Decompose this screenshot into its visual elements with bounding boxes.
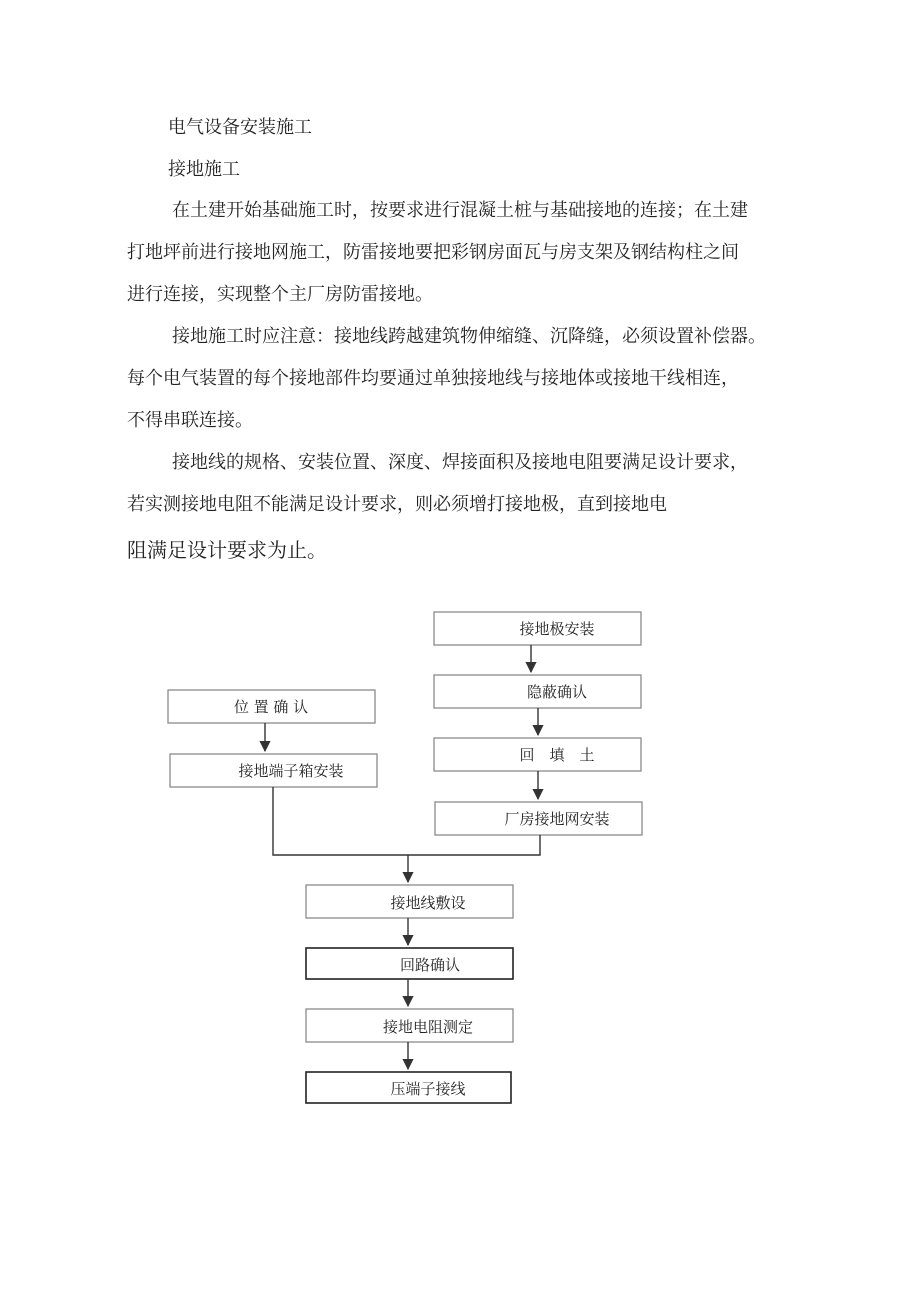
flow-box-terminal-box-install bbox=[170, 754, 377, 787]
flow-box-circuit-confirm bbox=[306, 948, 513, 979]
flow-box-grid-install bbox=[435, 802, 642, 835]
flow-label: 压端子接线 bbox=[390, 1080, 466, 1098]
flow-label: 回 填 土 bbox=[519, 746, 595, 764]
flow-label: 隐蔽确认 bbox=[526, 683, 588, 701]
section-heading: 电气设备安装施工 bbox=[168, 117, 312, 138]
flow-box-terminal-crimping bbox=[306, 1072, 511, 1103]
flow-box-concealed-confirm bbox=[434, 675, 641, 708]
paragraph-2-line-1: 接地施工时应注意：接地线跨越建筑物伸缩缝、沉降缝，必须设置补偿器。 bbox=[172, 326, 766, 347]
paragraph-3-line-2: 若实测接地电阻不能满足设计要求，则必须增打接地极，直到接地电 bbox=[127, 494, 667, 515]
flow-label: 接地极安装 bbox=[519, 620, 595, 638]
subsection-heading: 接地施工 bbox=[168, 159, 240, 180]
flow-box-position-confirm bbox=[168, 690, 375, 723]
flow-label: 接地线敷设 bbox=[390, 894, 466, 912]
paragraph-3-line-1: 接地线的规格、安装位置、深度、焊接面积及接地电阻要满足设计要求， bbox=[172, 452, 748, 473]
flow-label: 回路确认 bbox=[399, 956, 461, 974]
flow-label: 厂房接地网安装 bbox=[504, 810, 610, 828]
flow-label: 位 置 确 认 bbox=[233, 698, 309, 716]
paragraph-2-line-2: 每个电气装置的每个接地部件均要通过单独接地线与接地体或接地干线相连， bbox=[127, 368, 739, 389]
paragraph-1-line-1: 在土建开始基础施工时，按要求进行混凝土桩与基础接地的连接；在土建 bbox=[172, 200, 748, 221]
paragraph-1-line-3: 进行连接，实现整个主厂房防雷接地。 bbox=[127, 284, 433, 305]
flow-label: 接地电阻测定 bbox=[382, 1018, 474, 1036]
flow-box-electrode-install bbox=[434, 612, 641, 645]
paragraph-1-line-2: 打地坪前进行接地网施工，防雷接地要把彩钢房面瓦与房支架及钢结构柱之间 bbox=[127, 242, 739, 263]
flow-label: 接地端子箱安装 bbox=[238, 762, 344, 780]
flow-box-conductor-laying bbox=[306, 885, 513, 918]
paragraph-3-line-3: 阻满足设计要求为止。 bbox=[127, 538, 327, 562]
paragraph-2-line-3: 不得串联连接。 bbox=[127, 410, 253, 431]
flow-box-backfill bbox=[434, 738, 641, 771]
flow-box-resistance-test bbox=[306, 1009, 513, 1042]
